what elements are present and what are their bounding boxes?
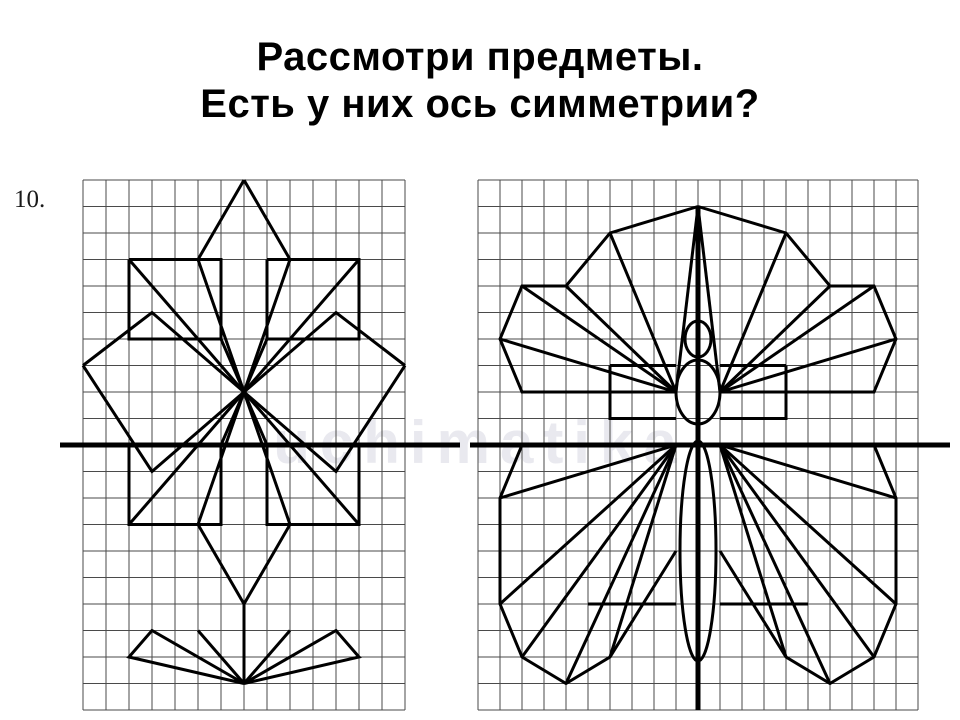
flower-figure (60, 170, 460, 720)
title-line-2: Есть у них ось симметрии? (200, 82, 760, 127)
figures-container (0, 170, 960, 720)
butterfly-figure (470, 170, 950, 720)
watermark: uchimatika (273, 409, 687, 476)
title-line-1: Рассмотри предметы. (256, 35, 704, 79)
page-title (0, 34, 960, 128)
item-number: 10. (14, 186, 46, 213)
